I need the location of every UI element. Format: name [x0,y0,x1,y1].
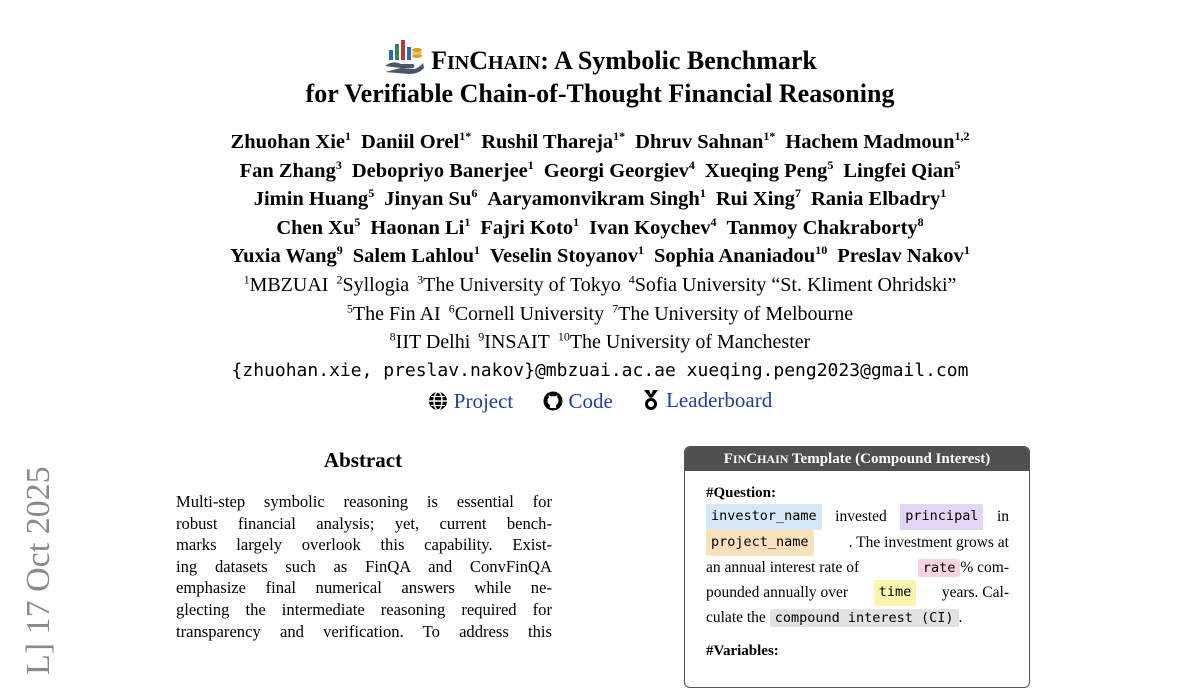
chart-coins-hand-icon [383,36,425,76]
author-line [0,185,1200,214]
abstract-line: robust financial analysis; yet, current bench- [176,513,552,533]
template-box-body [685,471,1029,660]
affiliation-line [0,300,1200,329]
paper-title [0,38,1200,110]
author-affiliation-mark: 1 [474,243,481,258]
author-list [0,128,1200,271]
author-name: Aaryamonvikram Singh$^1$ [487,186,706,210]
title-line-2: for Verifiable Chain-of-Thought Financial Reasoning [305,79,895,108]
project-link-label: Project [453,389,514,413]
author-name: Zhuohan Xie$^1$ [230,129,352,153]
question-text: in [996,508,1009,525]
author-affiliation-mark: 10 [815,243,828,258]
code-link-label: Code [568,389,613,413]
token-compound-interest: compound interest (CI) [770,609,959,627]
question-header: #Question: [706,485,777,501]
author-affiliation-mark: 9 [336,243,343,258]
affiliation: $^1$MBZUAI [243,272,329,296]
question-text: pounded annually over [706,584,849,602]
author-affiliation-mark: 3 [335,157,342,172]
author-line [0,157,1200,186]
author-affiliation-mark: 1 [527,157,534,172]
abstract-body [176,491,552,642]
author-name: Jimin Huang$^5$ [253,186,375,210]
code-link[interactable] [543,387,613,415]
abstract-line: transparency and verification. To address this [176,621,552,641]
title-line-1-text: FINCHAIN: A Symbolic Benchmark [431,46,817,75]
question-text: . [958,609,963,627]
template-box [684,446,1030,688]
author-affiliation-mark: 1* [613,129,626,144]
project-link[interactable] [428,387,513,415]
author-name: Debopriyo Banerjee$^1$ [351,157,534,182]
author-affiliation-mark: 1 [637,243,644,258]
author-affiliation-mark: 1 [699,186,706,201]
author-name: Georgi Georgiev$^4$ [543,157,695,182]
author-line [0,128,1200,157]
author-name: Dhruv Sahnan$^{1*}$ [635,129,776,153]
affiliation: $^6$Cornell University [448,300,605,325]
variables-header: #Variables: [706,642,779,659]
author-affiliation-mark: 1* [459,129,472,144]
token-investor-name: investor_name [706,504,822,530]
abstract-heading: Abstract [323,448,403,472]
token-rate: rate [918,559,961,577]
question-text: years. Cal- [941,584,1009,602]
question-text: culate the [706,609,766,627]
title-line-1 [0,38,1200,78]
author-name: Salem Lahlou$^1$ [352,243,481,267]
author-affiliation-mark: 1 [963,243,970,258]
author-line [0,214,1200,243]
author-name: Ivan Koychev$^4$ [589,214,717,239]
token-time: time [874,580,917,606]
resource-links [0,386,1200,418]
affiliation-line [0,271,1200,300]
affiliation: $^2$Syllogia [336,272,410,296]
affiliation: $^{10}$The University of Manchester [557,329,811,353]
author-affiliation-mark: 7 [795,186,801,201]
author-name: Daniil Orel$^{1*}$ [361,129,472,153]
affiliation-line [0,328,1200,357]
author-name: Rania Elbadry$^1$ [811,186,947,210]
affiliation: $^9$INSAIT [478,329,550,353]
github-icon [543,391,563,411]
author-name: Rui Xing$^7$ [715,186,801,210]
author-affiliation-mark: 1 [464,214,471,229]
author-affiliation-mark: 1 [573,214,580,229]
author-affiliation-mark: 5 [354,214,361,229]
question-line [706,556,1009,581]
author-name: Veselin Stoyanov$^1$ [490,243,644,267]
author-name: Lingfei Qian$^5$ [843,157,961,182]
medal-icon [642,389,660,411]
leaderboard-link[interactable] [642,386,772,414]
author-name: Xueqing Peng$^5$ [704,157,834,182]
question-text: invested [835,508,887,525]
token-principal: principal [900,504,983,530]
token-project-name: project_name [706,530,814,556]
question-text: % com- [960,558,1009,576]
author-affiliation-mark: 8 [917,214,924,229]
affiliation: $^8$IIT Delhi [389,329,471,353]
author-affiliation-mark: 4 [710,214,717,229]
globe-icon [428,391,448,411]
arxiv-side-stamp: L] 17 Oct 2025 [20,466,57,675]
affiliation: $^3$The University of Tokyo [417,272,621,296]
author-name: Sophia Ananiadou$^{10}$ [653,243,828,267]
author-affiliation-mark: 1 [345,129,352,144]
author-name: Yuxia Wang$^9$ [230,243,343,267]
abstract-line: Multi-step symbolic reasoning is essential for [176,492,552,511]
email-line: {zhuohan.xie, preslav.nakov}@mbzuai.ac.ae xueqing.peng2023@gmail.com [231,360,969,381]
abstract-line: marks largely overlook this capability. Exist- [176,535,552,555]
leaderboard-link-label: Leaderboard [666,388,773,412]
question-text: an annual interest rate of [706,559,860,577]
affiliation-list [0,271,1200,357]
affiliation: $^7$The University of Melbourne [612,300,854,325]
affiliation: $^5$The Fin AI [346,300,441,325]
abstract-line: ing datasets such as FinQA and ConvFinQA [176,556,552,576]
author-name: Jinyan Su$^6$ [384,186,478,210]
affiliation: $^4$Sofia University “St. Kliment Ohridski” [628,272,957,296]
author-affiliation-mark: 1* [763,129,776,144]
author-name: Rushil Thareja$^{1*}$ [481,129,626,153]
question-text: . The investment grows at [848,533,1009,551]
author-affiliation-mark: 4 [688,157,695,172]
author-name: Tanmoy Chakraborty$^8$ [726,214,924,239]
author-name: Haonan Li$^1$ [370,214,471,239]
template-box-header: FINCHAIN Template (Compound Interest) [685,447,1029,471]
question-line [706,530,1009,556]
author-affiliation-mark: 5 [827,157,834,172]
author-name: Fan Zhang$^3$ [239,157,342,182]
question-line [706,606,1009,631]
abstract-line: emphasize final numerical answers while ne- [176,578,552,598]
author-line [0,242,1200,271]
author-affiliation-mark: 1 [940,186,947,201]
author-affiliation-mark: 6 [471,186,478,201]
question-line [706,580,1009,606]
author-name: Preslav Nakov$^1$ [837,243,970,267]
abstract-line: glecting the intermediate reasoning required for [176,599,552,619]
author-affiliation-mark: 1,2 [954,129,970,144]
question-line [706,504,1009,530]
author-affiliation-mark: 5 [368,186,375,201]
author-affiliation-mark: 5 [954,157,961,172]
author-name: Chen Xu$^5$ [276,214,361,239]
author-name: Fajri Koto$^1$ [480,214,580,239]
author-name: Hachem Madmoun$^{1,2}$ [785,129,970,153]
